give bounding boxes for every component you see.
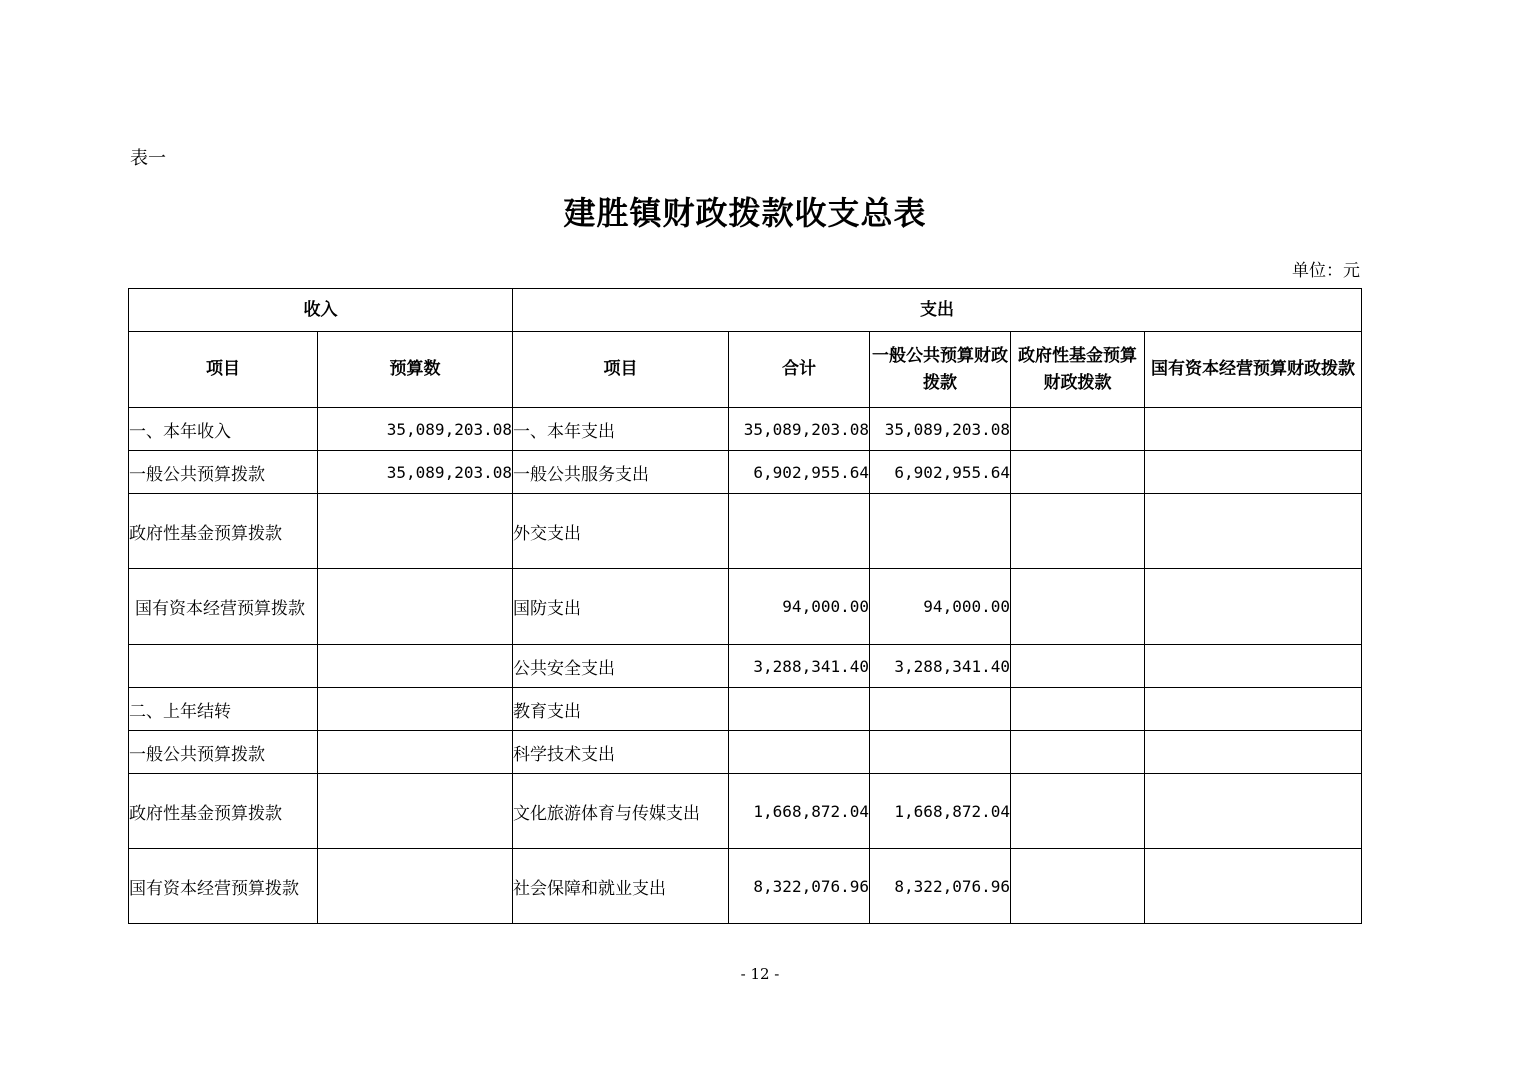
table-cell bbox=[870, 731, 1011, 774]
table-cell: 6,902,955.64 bbox=[870, 451, 1011, 494]
table-cell bbox=[1145, 569, 1362, 645]
table-cell: 一、本年收入 bbox=[129, 408, 318, 451]
table-cell bbox=[1145, 494, 1362, 569]
expense-group-header: 支出 bbox=[513, 289, 1362, 332]
table-cell bbox=[1011, 408, 1145, 451]
column-header: 项目 bbox=[513, 332, 729, 408]
table-cell: 社会保障和就业支出 bbox=[513, 849, 729, 924]
table-cell bbox=[1011, 688, 1145, 731]
table-cell: 94,000.00 bbox=[729, 569, 870, 645]
table-cell: 国有资本经营预算拨款 bbox=[129, 569, 318, 645]
table-cell bbox=[729, 494, 870, 569]
page-number: - 12 - bbox=[740, 965, 780, 983]
table-cell: 公共安全支出 bbox=[513, 645, 729, 688]
table-row bbox=[129, 688, 1362, 731]
table-cell bbox=[1145, 451, 1362, 494]
column-header: 一般公共预算财政拨款 bbox=[870, 332, 1011, 408]
column-header: 政府性基金预算财政拨款 bbox=[1011, 332, 1145, 408]
table-cell bbox=[129, 645, 318, 688]
page-title: 建胜镇财政拨款收支总表 bbox=[563, 194, 927, 232]
table-cell: 1,668,872.04 bbox=[729, 774, 870, 849]
table-cell: 3,288,341.40 bbox=[870, 645, 1011, 688]
table-cell bbox=[318, 645, 513, 688]
table-row bbox=[129, 731, 1362, 774]
table-cell: 35,089,203.08 bbox=[318, 451, 513, 494]
table-cell: 35,089,203.08 bbox=[870, 408, 1011, 451]
table-cell: 3,288,341.40 bbox=[729, 645, 870, 688]
table-cell bbox=[1145, 849, 1362, 924]
column-header: 项目 bbox=[129, 332, 318, 408]
income-group-header: 收入 bbox=[129, 289, 513, 332]
table-cell: 国防支出 bbox=[513, 569, 729, 645]
table-body bbox=[129, 408, 1362, 924]
table-cell: 1,668,872.04 bbox=[870, 774, 1011, 849]
table-cell: 政府性基金预算拨款 bbox=[129, 494, 318, 569]
table-cell bbox=[318, 494, 513, 569]
table-cell: 一般公共预算拨款 bbox=[129, 731, 318, 774]
table-cell bbox=[1145, 774, 1362, 849]
column-header: 合计 bbox=[729, 332, 870, 408]
table-cell bbox=[318, 731, 513, 774]
table-cell bbox=[318, 774, 513, 849]
table-row bbox=[129, 774, 1362, 849]
table-cell bbox=[1145, 645, 1362, 688]
table-cell: 科学技术支出 bbox=[513, 731, 729, 774]
table-cell bbox=[729, 731, 870, 774]
table-cell: 8,322,076.96 bbox=[870, 849, 1011, 924]
table-cell: 政府性基金预算拨款 bbox=[129, 774, 318, 849]
table-cell bbox=[870, 688, 1011, 731]
table-row bbox=[129, 408, 1362, 451]
table-cell: 6,902,955.64 bbox=[729, 451, 870, 494]
table-cell bbox=[1145, 688, 1362, 731]
table-tag: 表一 bbox=[130, 148, 166, 169]
table-cell: 94,000.00 bbox=[870, 569, 1011, 645]
budget-summary-table bbox=[128, 288, 1362, 924]
column-header: 预算数 bbox=[318, 332, 513, 408]
table-cell: 35,089,203.08 bbox=[318, 408, 513, 451]
table-cell bbox=[1011, 494, 1145, 569]
table-cell bbox=[1145, 408, 1362, 451]
table-row bbox=[129, 494, 1362, 569]
table-cell bbox=[1011, 569, 1145, 645]
table-cell bbox=[318, 849, 513, 924]
table-cell: 8,322,076.96 bbox=[729, 849, 870, 924]
table-cell: 教育支出 bbox=[513, 688, 729, 731]
table-cell bbox=[729, 688, 870, 731]
table-cell: 一、本年支出 bbox=[513, 408, 729, 451]
table-cell bbox=[1011, 645, 1145, 688]
table-cell bbox=[870, 494, 1011, 569]
table-cell: 国有资本经营预算拨款 bbox=[129, 849, 318, 924]
table-cell bbox=[318, 688, 513, 731]
table-cell: 外交支出 bbox=[513, 494, 729, 569]
unit-label: 单位：元 bbox=[1292, 261, 1360, 281]
table-cell: 文化旅游体育与传媒支出 bbox=[513, 774, 729, 849]
table-row bbox=[129, 849, 1362, 924]
table-row bbox=[129, 569, 1362, 645]
table-cell bbox=[1145, 731, 1362, 774]
table-cell bbox=[318, 569, 513, 645]
table-cell bbox=[1011, 849, 1145, 924]
table-cell: 一般公共服务支出 bbox=[513, 451, 729, 494]
table-cell bbox=[1011, 774, 1145, 849]
table-cell: 二、上年结转 bbox=[129, 688, 318, 731]
table-cell: 一般公共预算拨款 bbox=[129, 451, 318, 494]
table-cell: 35,089,203.08 bbox=[729, 408, 870, 451]
table-cell bbox=[1011, 731, 1145, 774]
table-row bbox=[129, 451, 1362, 494]
table-row bbox=[129, 645, 1362, 688]
table-cell bbox=[1011, 451, 1145, 494]
column-header: 国有资本经营预算财政拨款 bbox=[1145, 332, 1362, 408]
